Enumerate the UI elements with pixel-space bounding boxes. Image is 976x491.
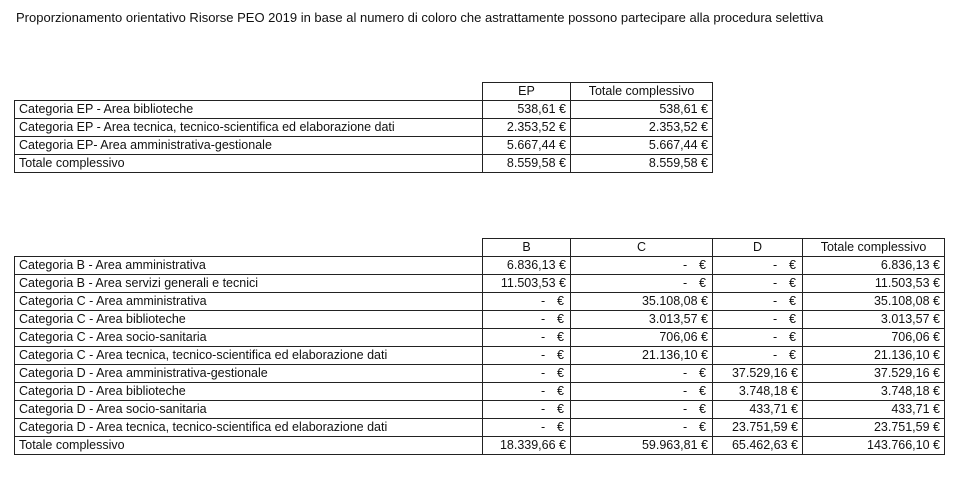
euro-mark: € bbox=[699, 258, 706, 272]
table-row bbox=[15, 365, 945, 383]
cell-c-empty bbox=[571, 419, 713, 437]
euro-mark: € bbox=[789, 312, 796, 326]
cell-total: 706,06 € bbox=[803, 329, 945, 347]
table-row bbox=[15, 293, 945, 311]
cell-c-empty bbox=[571, 401, 713, 419]
euro-mark: € bbox=[789, 294, 796, 308]
table-header-row bbox=[15, 239, 945, 257]
cell-d: 37.529,16 € bbox=[713, 365, 803, 383]
cell-ep: 5.667,44 € bbox=[483, 137, 571, 155]
euro-mark: € bbox=[557, 312, 564, 326]
dash-mark: - bbox=[772, 330, 778, 344]
dash-mark: - bbox=[540, 402, 546, 416]
cell-total: 3.013,57 € bbox=[803, 311, 945, 329]
row-label: Categoria EP- Area amministrativa-gestionale bbox=[15, 137, 483, 155]
euro-mark: € bbox=[699, 384, 706, 398]
euro-mark: € bbox=[557, 294, 564, 308]
dash-mark: - bbox=[682, 258, 688, 272]
row-label: Categoria C - Area biblioteche bbox=[15, 311, 483, 329]
euro-mark: € bbox=[789, 276, 796, 290]
table-row bbox=[15, 311, 945, 329]
bcd-resources-table bbox=[14, 238, 945, 455]
table-row bbox=[15, 329, 945, 347]
cell-c-empty bbox=[571, 257, 713, 275]
table-row bbox=[15, 419, 945, 437]
euro-mark: € bbox=[699, 420, 706, 434]
cell-c-empty bbox=[571, 275, 713, 293]
row-label: Categoria D - Area socio-sanitaria bbox=[15, 401, 483, 419]
row-label: Categoria C - Area amministrativa bbox=[15, 293, 483, 311]
dash-mark: - bbox=[682, 276, 688, 290]
dash-mark: - bbox=[682, 366, 688, 380]
cell-b-empty bbox=[483, 401, 571, 419]
dash-mark: - bbox=[772, 258, 778, 272]
cell-d-empty bbox=[713, 275, 803, 293]
dash-mark: - bbox=[772, 294, 778, 308]
row-label: Categoria D - Area biblioteche bbox=[15, 383, 483, 401]
row-label: Categoria B - Area amministrativa bbox=[15, 257, 483, 275]
cell-total: 37.529,16 € bbox=[803, 365, 945, 383]
cell-total: 23.751,59 € bbox=[803, 419, 945, 437]
euro-mark: € bbox=[557, 348, 564, 362]
cell-b-empty bbox=[483, 347, 571, 365]
cell-ep: 8.559,58 € bbox=[483, 155, 571, 173]
table-row bbox=[15, 401, 945, 419]
cell-total: 8.559,58 € bbox=[571, 155, 713, 173]
cell-b: 18.339,66 € bbox=[483, 437, 571, 455]
dash-mark: - bbox=[682, 420, 688, 434]
cell-total: 35.108,08 € bbox=[803, 293, 945, 311]
cell-d: 23.751,59 € bbox=[713, 419, 803, 437]
cell-d-empty bbox=[713, 329, 803, 347]
cell-c-empty bbox=[571, 365, 713, 383]
cell-total: 433,71 € bbox=[803, 401, 945, 419]
euro-mark: € bbox=[699, 276, 706, 290]
cell-b-empty bbox=[483, 293, 571, 311]
cell-total: 143.766,10 € bbox=[803, 437, 945, 455]
cell-total: 538,61 € bbox=[571, 101, 713, 119]
euro-mark: € bbox=[557, 330, 564, 344]
column-header-ep: EP bbox=[483, 83, 571, 101]
cell-d-empty bbox=[713, 311, 803, 329]
cell-c: 35.108,08 € bbox=[571, 293, 713, 311]
cell-b: 11.503,53 € bbox=[483, 275, 571, 293]
euro-mark: € bbox=[557, 384, 564, 398]
table-row bbox=[15, 383, 945, 401]
cell-total: 21.136,10 € bbox=[803, 347, 945, 365]
dash-mark: - bbox=[540, 294, 546, 308]
header-blank-cell bbox=[15, 83, 483, 101]
table-row bbox=[15, 119, 713, 137]
column-header-b: B bbox=[483, 239, 571, 257]
cell-d: 3.748,18 € bbox=[713, 383, 803, 401]
cell-d-empty bbox=[713, 257, 803, 275]
cell-total: 6.836,13 € bbox=[803, 257, 945, 275]
cell-b-empty bbox=[483, 365, 571, 383]
cell-total: 5.667,44 € bbox=[571, 137, 713, 155]
table-row bbox=[15, 257, 945, 275]
cell-c: 3.013,57 € bbox=[571, 311, 713, 329]
ep-resources-table bbox=[14, 82, 713, 173]
cell-d: 65.462,63 € bbox=[713, 437, 803, 455]
cell-d-empty bbox=[713, 347, 803, 365]
euro-mark: € bbox=[789, 348, 796, 362]
euro-mark: € bbox=[789, 258, 796, 272]
cell-b-empty bbox=[483, 311, 571, 329]
cell-total: 3.748,18 € bbox=[803, 383, 945, 401]
row-label: Totale complessivo bbox=[15, 155, 483, 173]
column-header-total: Totale complessivo bbox=[571, 83, 713, 101]
euro-mark: € bbox=[699, 402, 706, 416]
row-label: Totale complessivo bbox=[15, 437, 483, 455]
dash-mark: - bbox=[540, 312, 546, 326]
dash-mark: - bbox=[540, 384, 546, 398]
row-label: Categoria B - Area servizi generali e tecnici bbox=[15, 275, 483, 293]
euro-mark: € bbox=[699, 366, 706, 380]
euro-mark: € bbox=[557, 366, 564, 380]
table-total-row bbox=[15, 155, 713, 173]
cell-c: 706,06 € bbox=[571, 329, 713, 347]
table-row bbox=[15, 137, 713, 155]
euro-mark: € bbox=[557, 402, 564, 416]
dash-mark: - bbox=[540, 330, 546, 344]
table-header-row bbox=[15, 83, 713, 101]
cell-ep: 538,61 € bbox=[483, 101, 571, 119]
dash-mark: - bbox=[682, 402, 688, 416]
row-label: Categoria D - Area tecnica, tecnico-scientifica ed elaborazione dati bbox=[15, 419, 483, 437]
cell-b-empty bbox=[483, 419, 571, 437]
dash-mark: - bbox=[682, 384, 688, 398]
column-header-d: D bbox=[713, 239, 803, 257]
euro-mark: € bbox=[557, 420, 564, 434]
dash-mark: - bbox=[772, 348, 778, 362]
table-row bbox=[15, 275, 945, 293]
cell-c: 21.136,10 € bbox=[571, 347, 713, 365]
header-blank-cell bbox=[15, 239, 483, 257]
cell-total: 2.353,52 € bbox=[571, 119, 713, 137]
row-label: Categoria D - Area amministrativa-gestionale bbox=[15, 365, 483, 383]
table-row bbox=[15, 101, 713, 119]
dash-mark: - bbox=[540, 366, 546, 380]
cell-ep: 2.353,52 € bbox=[483, 119, 571, 137]
cell-b-empty bbox=[483, 383, 571, 401]
euro-mark: € bbox=[789, 330, 796, 344]
cell-c-empty bbox=[571, 383, 713, 401]
cell-total: 11.503,53 € bbox=[803, 275, 945, 293]
row-label: Categoria C - Area tecnica, tecnico-scientifica ed elaborazione dati bbox=[15, 347, 483, 365]
row-label: Categoria C - Area socio-sanitaria bbox=[15, 329, 483, 347]
dash-mark: - bbox=[540, 420, 546, 434]
dash-mark: - bbox=[772, 312, 778, 326]
dash-mark: - bbox=[772, 276, 778, 290]
table-total-row bbox=[15, 437, 945, 455]
cell-d-empty bbox=[713, 293, 803, 311]
row-label: Categoria EP - Area biblioteche bbox=[15, 101, 483, 119]
cell-c: 59.963,81 € bbox=[571, 437, 713, 455]
table-row bbox=[15, 347, 945, 365]
cell-b-empty bbox=[483, 329, 571, 347]
row-label: Categoria EP - Area tecnica, tecnico-scientifica ed elaborazione dati bbox=[15, 119, 483, 137]
column-header-c: C bbox=[571, 239, 713, 257]
cell-d: 433,71 € bbox=[713, 401, 803, 419]
column-header-total: Totale complessivo bbox=[803, 239, 945, 257]
cell-b: 6.836,13 € bbox=[483, 257, 571, 275]
dash-mark: - bbox=[540, 348, 546, 362]
document-title: Proporzionamento orientativo Risorse PEO 2019 in base al numero di coloro che astrattamente possono partecipare alla procedura selettiva bbox=[16, 10, 824, 25]
